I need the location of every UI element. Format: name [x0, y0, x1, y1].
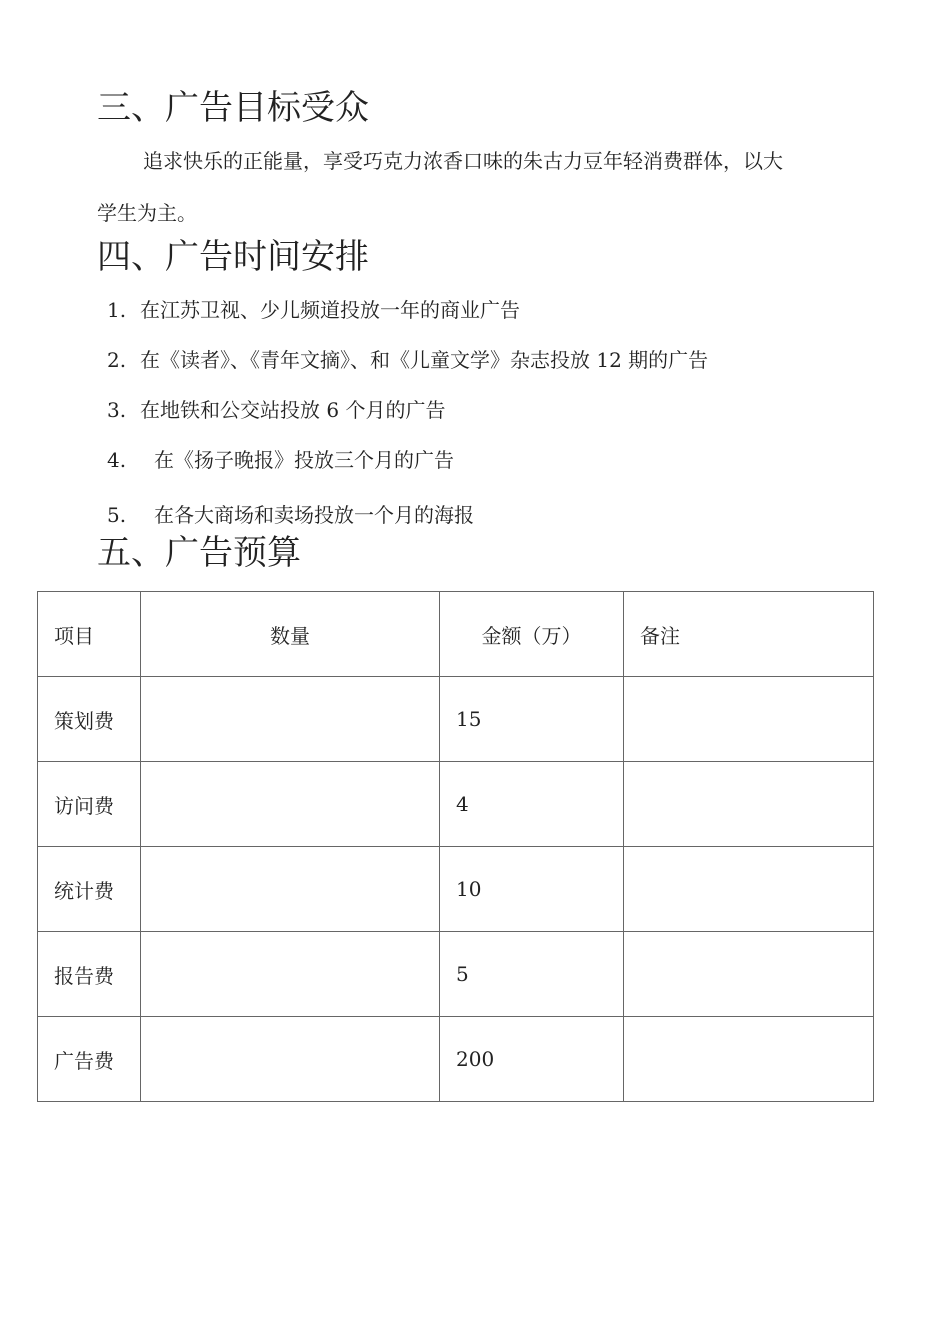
list-item-number: 1.	[107, 298, 127, 322]
cell-note	[624, 677, 874, 762]
table-row	[38, 847, 874, 932]
table-row	[38, 932, 874, 1017]
header-note: 备注	[624, 592, 874, 677]
table-header-row	[38, 592, 874, 677]
cell-item: 策划费	[38, 677, 141, 762]
list-item	[107, 502, 474, 528]
section3-paragraph-line1: 追求快乐的正能量，享受巧克力浓香口味的朱古力豆年轻消费群体，以大	[143, 149, 783, 173]
list-item	[107, 447, 454, 473]
list-item-number: 5.	[107, 503, 127, 527]
cell-quantity	[141, 762, 440, 847]
table-row	[38, 677, 874, 762]
list-item-text: 在江苏卫视、少儿频道投放一年的商业广告	[140, 298, 520, 322]
cell-amount: 200	[440, 1017, 624, 1102]
cell-item: 统计费	[38, 847, 141, 932]
header-item: 项目	[38, 592, 141, 677]
cell-note	[624, 932, 874, 1017]
cell-note	[624, 1017, 874, 1102]
list-item-number: 2.	[107, 348, 127, 372]
section4-heading: 四、广告时间安排	[97, 237, 369, 277]
list-item-text: 在各大商场和卖场投放一个月的海报	[154, 503, 474, 527]
section5-heading: 五、广告预算	[97, 533, 301, 573]
budget-table	[37, 591, 874, 1102]
list-item-text: 在地铁和公交站投放 6 个月的广告	[140, 398, 446, 422]
list-item-number: 4.	[107, 448, 127, 472]
cell-quantity	[141, 1017, 440, 1102]
list-item	[107, 347, 708, 373]
list-item-text: 在《读者》、《青年文摘》、和《儿童文学》杂志投放 12 期的广告	[140, 348, 709, 372]
header-quantity: 数量	[141, 592, 440, 677]
cell-amount: 10	[440, 847, 624, 932]
cell-note	[624, 847, 874, 932]
cell-item: 报告费	[38, 932, 141, 1017]
cell-amount: 5	[440, 932, 624, 1017]
table-row	[38, 762, 874, 847]
list-item-number: 3.	[107, 398, 127, 422]
cell-quantity	[141, 677, 440, 762]
cell-amount: 4	[440, 762, 624, 847]
cell-amount: 15	[440, 677, 624, 762]
cell-note	[624, 762, 874, 847]
section3-paragraph-line2: 学生为主。	[97, 201, 197, 225]
list-item	[107, 397, 445, 423]
cell-item: 广告费	[38, 1017, 141, 1102]
list-item	[107, 297, 520, 323]
cell-quantity	[141, 847, 440, 932]
cell-item: 访问费	[38, 762, 141, 847]
header-amount: 金额（万）	[440, 592, 624, 677]
table-row	[38, 1017, 874, 1102]
list-item-text: 在《扬子晚报》投放三个月的广告	[154, 448, 454, 472]
section3-heading: 三、广告目标受众	[97, 88, 369, 128]
cell-quantity	[141, 932, 440, 1017]
